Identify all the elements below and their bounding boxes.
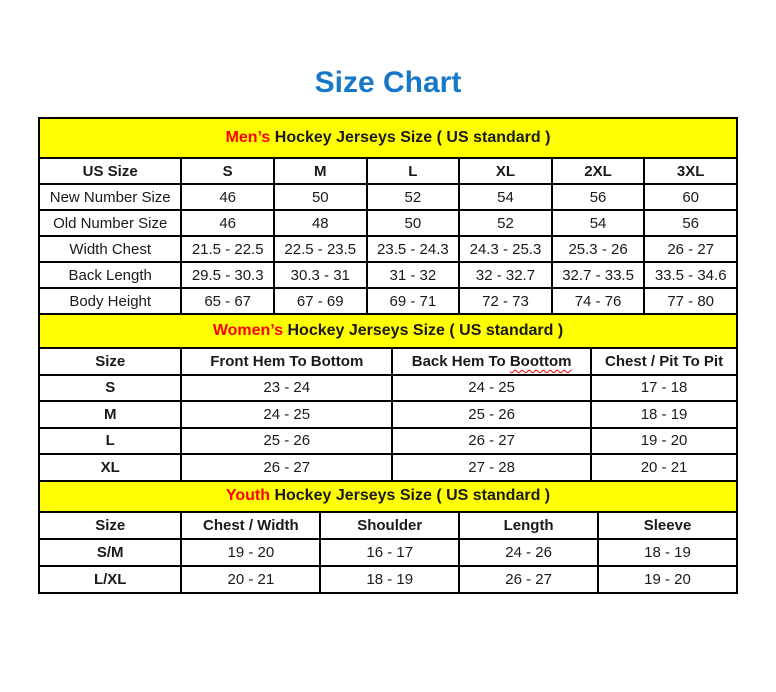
mens-col-header: L — [367, 158, 460, 184]
womens-col-header: Chest / Pit To Pit — [591, 348, 737, 375]
row-label: S/M — [39, 539, 181, 566]
value-cell: 50 — [274, 184, 367, 210]
table-row — [39, 566, 737, 593]
table-row — [39, 184, 737, 210]
value-cell: 69 - 71 — [367, 288, 460, 314]
womens-col-header: Front Hem To Bottom — [181, 348, 392, 375]
value-cell: 24 - 26 — [459, 539, 598, 566]
value-cell: 19 - 20 — [181, 539, 320, 566]
table-row — [39, 288, 737, 314]
value-cell: 48 — [274, 210, 367, 236]
value-cell: 27 - 28 — [392, 454, 591, 481]
value-cell: 23 - 24 — [181, 375, 392, 402]
table-row — [39, 539, 737, 566]
value-cell: 60 — [644, 184, 737, 210]
value-cell: 26 - 27 — [181, 454, 392, 481]
row-label: Width Chest — [39, 236, 181, 262]
value-cell: 18 - 19 — [591, 401, 737, 428]
table-row — [39, 262, 737, 288]
row-label: M — [39, 401, 181, 428]
row-label: Back Length — [39, 262, 181, 288]
value-cell: 24 - 25 — [181, 401, 392, 428]
mens-heading-text: Hockey Jerseys Size ( US standard ) — [270, 129, 551, 146]
youth-heading-text: Hockey Jerseys Size ( US standard ) — [270, 487, 551, 504]
value-cell: 19 - 20 — [598, 566, 737, 593]
row-label: Body Height — [39, 288, 181, 314]
value-cell: 22.5 - 23.5 — [274, 236, 367, 262]
youth-size-table — [38, 480, 738, 594]
value-cell: 19 - 20 — [591, 428, 737, 455]
value-cell: 33.5 - 34.6 — [644, 262, 737, 288]
row-label: New Number Size — [39, 184, 181, 210]
mens-size-table — [38, 117, 738, 315]
value-cell: 25 - 26 — [392, 401, 591, 428]
womens-col-header: Size — [39, 348, 181, 375]
value-cell: 46 — [181, 184, 274, 210]
table-row — [39, 236, 737, 262]
value-cell: 65 - 67 — [181, 288, 274, 314]
mens-col-header: 3XL — [644, 158, 737, 184]
value-cell: 17 - 18 — [591, 375, 737, 402]
womens-col-header-misspelled — [392, 348, 591, 375]
value-cell: 72 - 73 — [459, 288, 552, 314]
womens-heading-band — [39, 314, 737, 348]
value-cell: 23.5 - 24.3 — [367, 236, 460, 262]
value-cell: 52 — [367, 184, 460, 210]
mens-col-header: US Size — [39, 158, 181, 184]
row-label: L/XL — [39, 566, 181, 593]
value-cell: 54 — [552, 210, 645, 236]
youth-col-header: Chest / Width — [181, 512, 320, 539]
mens-col-header: S — [181, 158, 274, 184]
value-cell: 25 - 26 — [181, 428, 392, 455]
value-cell: 25.3 - 26 — [552, 236, 645, 262]
mens-heading-highlight: Men’s — [225, 129, 271, 146]
value-cell: 32 - 32.7 — [459, 262, 552, 288]
value-cell: 52 — [459, 210, 552, 236]
misspell-word: Boottom — [509, 352, 572, 370]
table-row — [39, 428, 737, 455]
value-cell: 18 - 19 — [598, 539, 737, 566]
row-label: L — [39, 428, 181, 455]
youth-col-header: Size — [39, 512, 181, 539]
value-cell: 24.3 - 25.3 — [459, 236, 552, 262]
youth-col-header: Shoulder — [320, 512, 459, 539]
youth-col-header: Length — [459, 512, 598, 539]
value-cell: 26 - 27 — [644, 236, 737, 262]
youth-col-header: Sleeve — [598, 512, 737, 539]
value-cell: 56 — [552, 184, 645, 210]
row-label: XL — [39, 454, 181, 481]
table-row — [39, 375, 737, 402]
value-cell: 56 — [644, 210, 737, 236]
womens-size-table — [38, 313, 738, 482]
mens-heading-band — [39, 118, 737, 158]
value-cell: 21.5 - 22.5 — [181, 236, 274, 262]
value-cell: 26 - 27 — [459, 566, 598, 593]
value-cell: 77 - 80 — [644, 288, 737, 314]
value-cell: 31 - 32 — [367, 262, 460, 288]
mens-col-header: XL — [459, 158, 552, 184]
value-cell: 46 — [181, 210, 274, 236]
youth-heading-band — [39, 481, 737, 512]
womens-heading-highlight: Women’s — [212, 322, 284, 339]
value-cell: 20 - 21 — [591, 454, 737, 481]
row-label: S — [39, 375, 181, 402]
table-row — [39, 401, 737, 428]
misspell-prefix: Back Hem To — [411, 352, 510, 370]
value-cell: 24 - 25 — [392, 375, 591, 402]
size-chart-container — [38, 117, 738, 594]
value-cell: 30.3 - 31 — [274, 262, 367, 288]
youth-heading-highlight: Youth — [225, 487, 270, 504]
table-row — [39, 210, 737, 236]
value-cell: 50 — [367, 210, 460, 236]
value-cell: 67 - 69 — [274, 288, 367, 314]
value-cell: 20 - 21 — [181, 566, 320, 593]
womens-heading-text: Hockey Jerseys Size ( US standard ) — [283, 322, 564, 339]
value-cell: 29.5 - 30.3 — [181, 262, 274, 288]
value-cell: 74 - 76 — [552, 288, 645, 314]
table-row — [39, 454, 737, 481]
value-cell: 16 - 17 — [320, 539, 459, 566]
value-cell: 32.7 - 33.5 — [552, 262, 645, 288]
page-title: Size Chart — [314, 66, 462, 99]
mens-col-header: 2XL — [552, 158, 645, 184]
row-label: Old Number Size — [39, 210, 181, 236]
value-cell: 54 — [459, 184, 552, 210]
value-cell: 18 - 19 — [320, 566, 459, 593]
value-cell: 26 - 27 — [392, 428, 591, 455]
mens-col-header: M — [274, 158, 367, 184]
